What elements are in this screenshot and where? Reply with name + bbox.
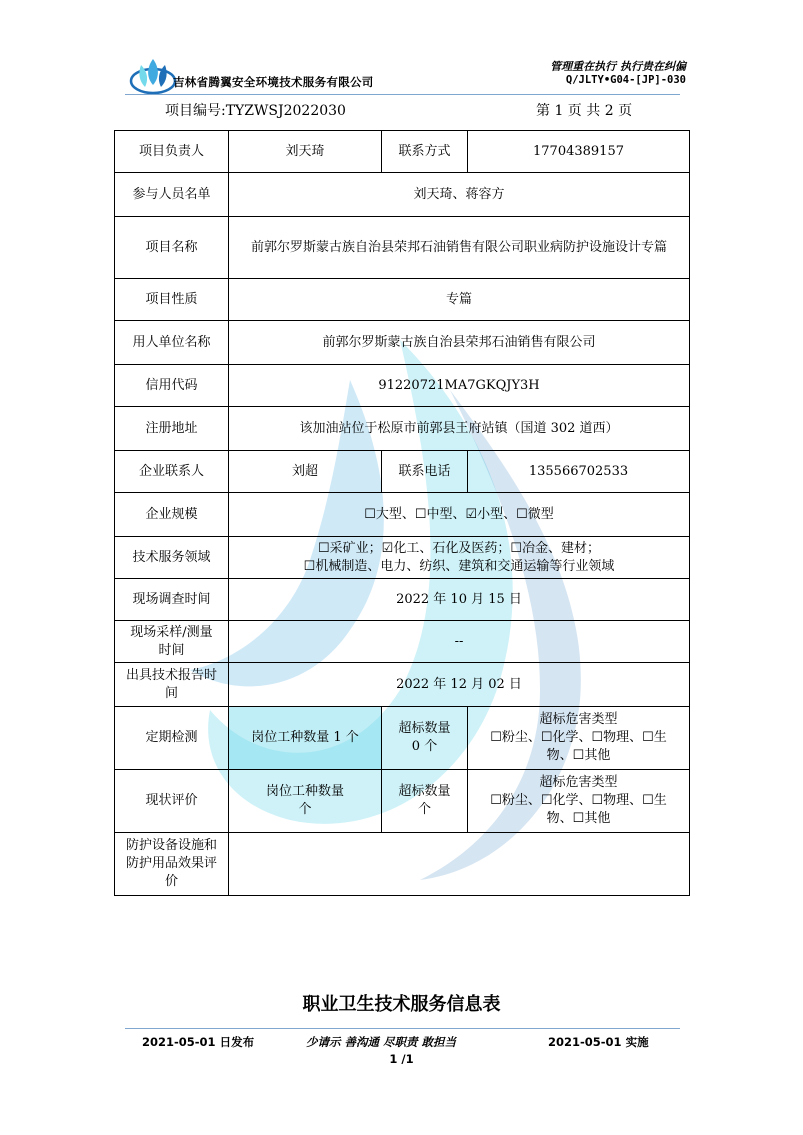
header-divider	[125, 94, 680, 95]
document-code: Q/JLTY•G04-[JP]-030	[565, 74, 686, 86]
table-row	[115, 451, 690, 493]
label-survey-date: 现场调查时间	[115, 579, 229, 621]
label-report-time	[115, 663, 229, 707]
label-contact: 联系方式	[382, 131, 468, 173]
page-title: 职业卫生技术服务信息表	[302, 994, 501, 1015]
value-project-lead: 刘天琦	[229, 131, 382, 173]
company-logo-icon	[129, 55, 177, 95]
cell-line: 0 个	[411, 739, 438, 754]
cell-line: ☐粉尘、☐化学、☐物理、☐生	[490, 730, 667, 745]
value-participants: 刘天琦、蒋容方	[229, 173, 690, 217]
value-contact: 17704389157	[468, 131, 690, 173]
footer-implement-date: 2021-05-01 实施	[548, 1035, 649, 1049]
footer-publish-date: 2021-05-01 日发布	[142, 1035, 255, 1049]
label-line: 价	[164, 874, 178, 889]
table-row	[115, 833, 690, 896]
label-phone: 联系电话	[382, 451, 468, 493]
company-name: 吉林省腾翼安全环境技术服务有限公司	[173, 75, 374, 89]
value-credit-code: 91220721MA7GKQJY3H	[229, 365, 690, 407]
label-periodic-test: 定期检测	[115, 707, 229, 770]
periodic-exceed-count	[382, 707, 468, 770]
label-line: 防护用品效果评	[125, 856, 217, 871]
value-sampling-time: --	[229, 621, 690, 663]
status-exceed-count	[382, 770, 468, 833]
status-post-count	[229, 770, 382, 833]
label-address: 注册地址	[115, 407, 229, 451]
info-table	[114, 130, 690, 896]
label-project-lead: 项目负责人	[115, 131, 229, 173]
table-row	[115, 279, 690, 321]
value-project-name: 前郭尔罗斯蒙古族自治县荣邦石油销售有限公司职业病防护设施设计专篇	[229, 217, 690, 279]
footer-motto: 少请示 善沟通 尽职责 敢担当	[306, 1035, 457, 1049]
table-row	[115, 770, 690, 833]
value-company-contact: 刘超	[229, 451, 382, 493]
label-credit-code: 信用代码	[115, 365, 229, 407]
cell-line: ☐粉尘、☐化学、☐物理、☐生	[490, 793, 667, 808]
label-participants: 参与人员名单	[115, 173, 229, 217]
table-row	[115, 365, 690, 407]
value-survey-date: 2022 年 10 月 15 日	[229, 579, 690, 621]
label-scale: 企业规模	[115, 493, 229, 537]
table-row	[115, 707, 690, 770]
label-service-field: 技术服务领域	[115, 537, 229, 579]
cell-line: 个	[417, 802, 431, 817]
value-employer: 前郭尔罗斯蒙古族自治县荣邦石油销售有限公司	[229, 321, 690, 365]
value-report-time: 2022 年 12 月 02 日	[229, 663, 690, 707]
service-field-line: ☐采矿业；☑化工、石化及医药；☐冶金、建材；	[318, 540, 600, 556]
label-project-nature: 项目性质	[115, 279, 229, 321]
label-line: 现场采样/测量	[130, 624, 213, 640]
table-row	[115, 493, 690, 537]
footer-divider	[125, 1028, 680, 1029]
label-line: 间	[164, 685, 178, 701]
label-status-eval: 现状评价	[115, 770, 229, 833]
label-company-contact: 企业联系人	[115, 451, 229, 493]
label-employer: 用人单位名称	[115, 321, 229, 365]
periodic-hazard-type	[468, 707, 690, 770]
page-info: 第 1 页 共 2 页	[536, 103, 633, 119]
table-row	[115, 131, 690, 173]
footer-page-number: 1 /1	[389, 1052, 414, 1066]
status-hazard-type	[468, 770, 690, 833]
page-header	[115, 52, 690, 104]
cell-line: 超标危害类型	[539, 712, 618, 727]
table-row	[115, 173, 690, 217]
label-line: 时间	[158, 642, 185, 658]
value-address: 该加油站位于松原市前郭县王府站镇（国道 302 道西）	[229, 407, 690, 451]
value-project-nature: 专篇	[229, 279, 690, 321]
label-line: 出具技术报告时	[125, 667, 217, 683]
label-line: 防护设备设施和	[125, 838, 217, 853]
cell-line: 超标危害类型	[539, 775, 618, 790]
cell-line: 超标数量	[398, 784, 451, 799]
cell-line: 超标数量	[398, 721, 451, 736]
cell-line: 物、☐其他	[546, 748, 611, 763]
cell-line: 岗位工种数量	[265, 784, 344, 799]
table-row	[115, 621, 690, 663]
table-row	[115, 663, 690, 707]
table-row	[115, 579, 690, 621]
table-row	[115, 537, 690, 579]
table-row	[115, 407, 690, 451]
value-protection-eval	[229, 833, 690, 896]
value-phone: 135566702533	[468, 451, 690, 493]
cell-line: 个	[298, 802, 312, 817]
service-field-line: ☐机械制造、电力、纺织、建筑和交通运输等行业领域	[303, 558, 615, 574]
value-service-field	[229, 537, 690, 579]
label-sampling-time	[115, 621, 229, 663]
table-row	[115, 217, 690, 279]
periodic-post-count: 岗位工种数量 1 个	[229, 707, 382, 770]
value-scale: ☐大型、☐中型、☑小型、☐微型	[229, 493, 690, 537]
label-protection-eval	[115, 833, 229, 896]
table-row	[115, 321, 690, 365]
label-project-name: 项目名称	[115, 217, 229, 279]
cell-line: 物、☐其他	[546, 811, 611, 826]
project-number: 项目编号:TYZWSJ2022030	[165, 103, 346, 119]
header-slogan: 管理重在执行 执行贵在纠偏	[550, 60, 686, 73]
